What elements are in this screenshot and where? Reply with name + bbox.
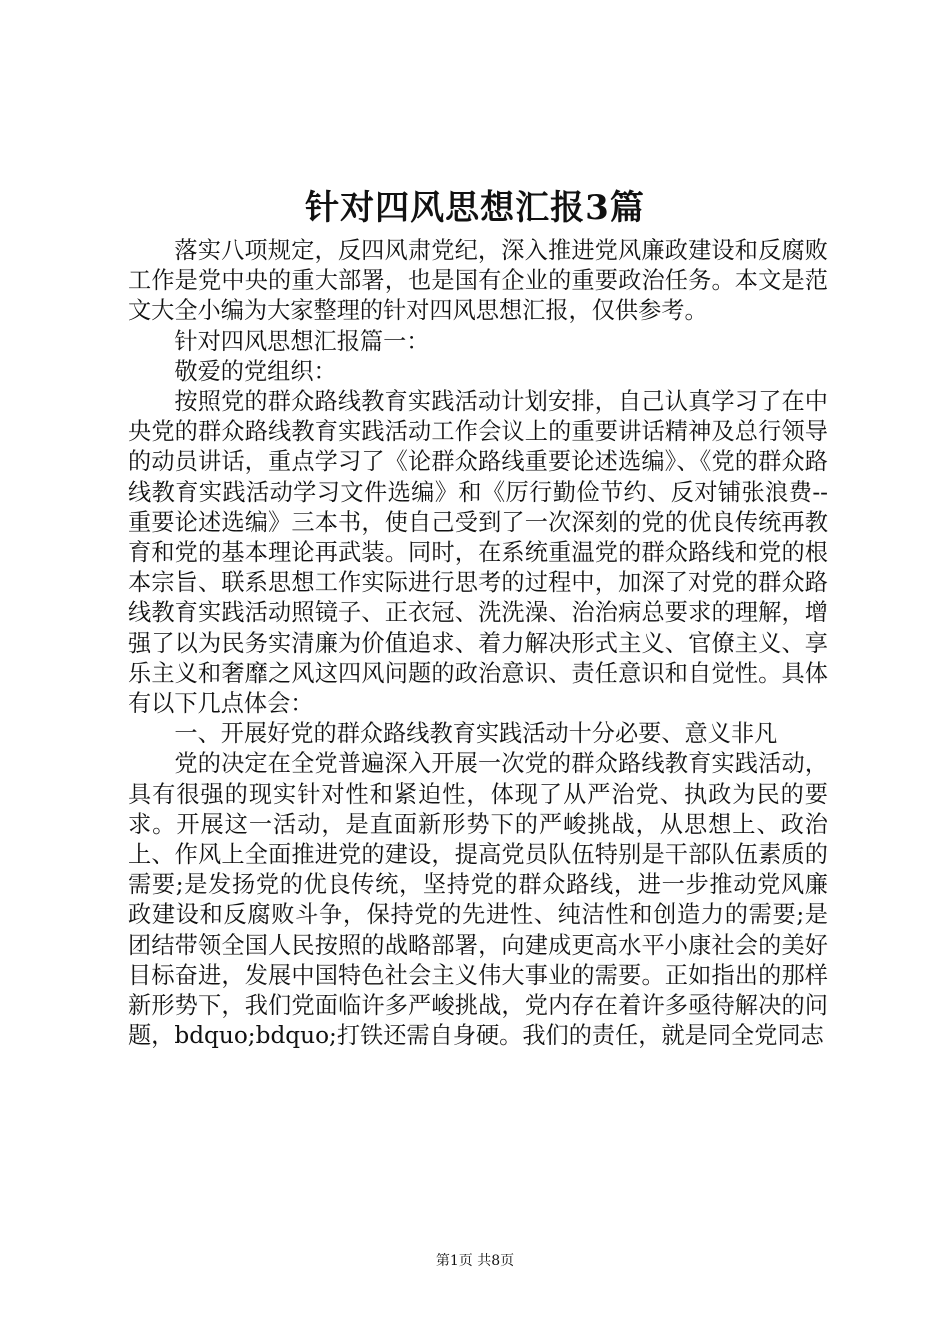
subsection-heading: 一、开展好党的群众路线教育实践活动十分必要、意义非凡 xyxy=(174,720,778,748)
document-body xyxy=(128,236,828,1051)
intro-paragraph: 落实八项规定，反四风肃党纪，深入推进党风廉政建设和反腐败工作是党中央的重大部署，也是国有企业的重要政治任务。本文是范文大全小编为大家整理的针对四风思想汇报，仅供参考。 xyxy=(128,237,828,325)
body-paragraph: 按照党的群众路线教育实践活动计划安排，自己认真学习了在中央党的群众路线教育实践活动工作会议上的重要讲话精神及总行领导的动员讲话，重点学习了《论群众路线重要论述选编》、《党的群众路线教育实践活动学习文件选编》和《厉行勤俭节约、反对铺张浪费--重要论述选编》三本书，使自己受到了一次深刻的党的优良传统再教育和党的基本理论再武装。同时，在系统重温党的群众路线和党的根本宗旨、联系思想工作实际进行思考的过程中，加深了对党的群众路线教育实践活动照镜子、正衣冠、洗洗澡、治治病总要求的理解，增强了以为民务实清廉为价值追求、着力解决形式主义、官僚主义、享乐主义和奢靡之风这四风问题的政治意识、责任意识和自觉性。具体有以下几点体会： xyxy=(128,388,828,718)
section-heading: 针对四风思想汇报篇一： xyxy=(174,327,430,355)
document-title: 针对四风思想汇报3篇 xyxy=(305,188,645,228)
body-paragraph: 党的决定在全党普遍深入开展一次党的群众路线教育实践活动，具有很强的现实针对性和紧迫性，体现了从严治党、执政为民的要求。开展这一活动，是直面新形势下的严峻挑战，从思想上、政治上、作风上全面推进党的建设，提高党员队伍特别是干部队伍素质的需要;是发扬党的优良传统，坚持党的群众路线，进一步推动党风廉政建设和反腐败斗争，保持党的先进性、纯洁性和创造力的需要;是团结带领全国人民按照的战略部署，向建成更高水平小康社会的美好目标奋进，发展中国特色社会主义伟大事业的需要。正如指出的那样新形势下，我们党面临许多严峻挑战，党内存在着许多亟待解决的问题，bdquo;bdquo;打铁还需自身硬。我们的责任，就是同全党同志 xyxy=(128,750,828,1050)
salutation: 敬爱的党组织： xyxy=(174,357,337,385)
page-footer: 第1页 共8页 xyxy=(435,1253,515,1269)
